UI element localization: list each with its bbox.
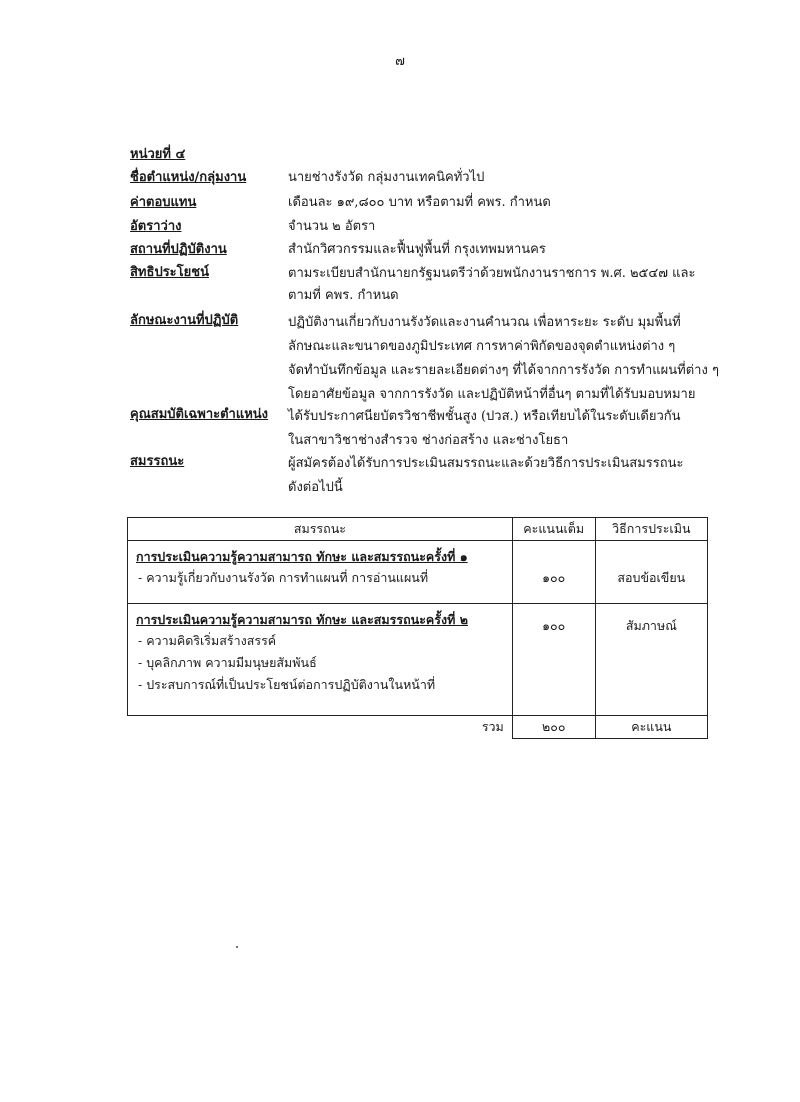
field-value: [288, 311, 750, 407]
total-unit: คะแนน: [595, 716, 707, 739]
competency-table: [127, 517, 708, 739]
total-score: ๒๐๐: [512, 716, 595, 739]
field-label: ค่าตอบแทน: [130, 195, 197, 210]
field-line: ดังต่อไปนี้: [288, 480, 343, 495]
field-line: ตามที่ คพร. กำหนด: [288, 288, 399, 303]
method-cell: สัมภาษณ์: [595, 604, 707, 716]
field-label: สมรรถนะ: [130, 454, 185, 469]
field-line: เดือนละ ๑๙,๘๐๐ บาท หรือตามที่ คพร. กำหนด: [288, 195, 551, 210]
score-cell: ๑๐๐: [512, 604, 595, 716]
field-line: ปฏิบัติงานเกี่ยวกับงานรังวัดและงานคำนวณ เพื่อหาระยะ ระดับ มุมพื้นที่: [288, 315, 681, 330]
header-competency: สมรรถนะ: [128, 518, 513, 541]
field-value: [288, 240, 750, 260]
section-title: การประเมินความรู้ความสามารถ ทักษะ และสมรรถนะครั้งที่ ๑: [136, 549, 468, 564]
field-label: อัตราว่าง: [130, 219, 182, 234]
list-item: - ความคิดริเริ่มสร้างสรรค์: [138, 633, 277, 648]
total-row: [128, 716, 708, 739]
field-line: สำนักวิศวกรรมและฟื้นฟูพื้นที่ กรุงเทพมหานคร: [288, 242, 546, 257]
unit-title: หน่วยที่ ๔: [130, 147, 186, 162]
list-item: - ความรู้เกี่ยวกับงานรังวัด การทำแผนที่ การอ่านแผนที่: [138, 570, 429, 585]
field-value: [288, 263, 750, 307]
field-value: [288, 217, 750, 237]
field-line: ตามระเบียบสำนักนายกรัฐมนตรีว่าด้วยพนักงานราชการ พ.ศ. ๒๕๔๗ และ: [288, 266, 696, 281]
field-line: ผู้สมัครต้องได้รับการประเมินสมรรถนะและด้วยวิธีการประเมินสมรรถนะ: [288, 456, 684, 471]
scan-speck: [236, 946, 238, 948]
table-row: [128, 541, 708, 604]
section-title: การประเมินความรู้ความสามารถ ทักษะ และสมรรถนะครั้งที่ ๒: [136, 612, 468, 627]
field-label: ลักษณะงานที่ปฏิบัติ: [130, 313, 239, 328]
score-cell: ๑๐๐: [512, 541, 595, 604]
field-line: ได้รับประกาศนียบัตรวิชาชีพชั้นสูง (ปวส.) หรือเทียบได้ในระดับเดียวกัน: [288, 409, 681, 424]
list-item: - ประสบการณ์ที่เป็นประโยชน์ต่อการปฏิบัติงานในหน้าที่: [138, 677, 436, 692]
field-label: ชื่อตำแหน่ง/กลุ่มงาน: [130, 170, 247, 185]
field-value: [288, 168, 750, 188]
field-value: [288, 452, 750, 500]
header-method: วิธีการประเมิน: [595, 518, 707, 541]
field-line: นายช่างรังวัด กลุ่มงานเทคนิคทั่วไป: [288, 170, 485, 185]
field-value: [288, 193, 750, 213]
field-line: จำนวน ๒ อัตรา: [288, 219, 376, 234]
page-number: ๗: [395, 54, 405, 69]
header-full-score: คะแนนเต็ม: [512, 518, 595, 541]
table-row: [128, 604, 708, 716]
field-label: สิทธิประโยชน์: [130, 265, 209, 280]
field-line: โดยอาศัยข้อมูล จากการรังวัด และปฏิบัติหน้าที่อื่นๆ ตามที่ได้รับมอบหมาย: [288, 387, 696, 402]
field-label: สถานที่ปฏิบัติงาน: [130, 242, 227, 257]
field-line: จัดทำบันทึกข้อมูล และรายละเอียดต่างๆ ที่ได้จากการรังวัด การทำแผนที่ต่าง ๆ: [288, 363, 719, 378]
section-cell: [128, 604, 513, 716]
total-label: รวม: [128, 716, 513, 739]
field-value: [288, 405, 750, 453]
field-line: ในสาขาวิชาช่างสำรวจ ช่างก่อสร้าง และช่างโยธา: [288, 433, 569, 448]
field-line: ลักษณะและขนาดของภูมิประเทศ การหาค่าพิกัดของจุดตำแหน่งต่าง ๆ: [288, 339, 676, 354]
field-label: คุณสมบัติเฉพาะตำแหน่ง: [130, 407, 269, 422]
list-item: - บุคลิกภาพ ความมีมนุษยสัมพันธ์: [138, 655, 317, 670]
method-cell: สอบข้อเขียน: [595, 541, 707, 604]
section-cell: [128, 541, 513, 604]
table-header-row: [128, 518, 708, 541]
